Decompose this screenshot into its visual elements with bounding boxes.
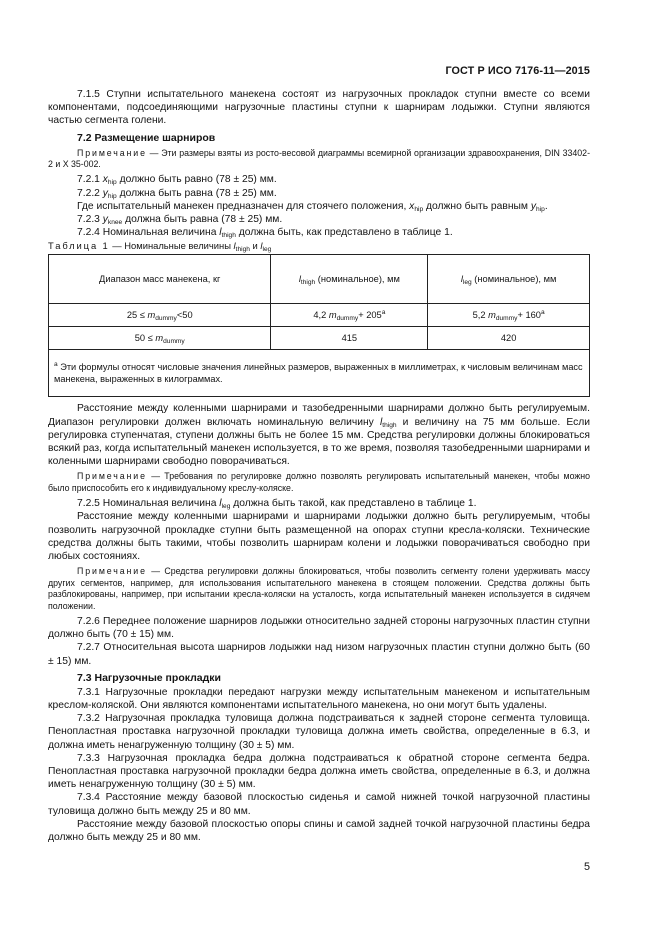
subscript: hip bbox=[107, 179, 117, 187]
variable: y bbox=[102, 214, 108, 226]
paragraph-7-1-5: 7.1.5 Ступни испытательного манекена состоят из нагрузочных прокладок ступни вместе со всеми компонентами, подсоединяющими нагрузочные пластины ступни к шарнирам лодыжки. Ступни являются частью сегмента голени. bbox=[48, 89, 590, 127]
table-header-cell bbox=[49, 255, 271, 304]
caption-label: Таблица 1 bbox=[48, 240, 110, 252]
footnote-marker: a bbox=[540, 309, 545, 317]
paragraph-7-3-3: 7.3.3 Нагрузочная прокладка бедра должна подстраиваться к обратной стороне сегмента бедра. Пенопластная проставка нагрузочной прокладки бедра должна иметь свойства, определенные в 6.3, и должна иметь ненагруженную толщину (30 ± 5) мм. bbox=[48, 752, 590, 791]
table-cell bbox=[49, 327, 271, 350]
variable: m bbox=[328, 310, 337, 321]
clause-text: и величину на 75 мм больше. Если регулировка ступенчатая, ступени должны быть не более 15 мм. Средства регулировки должны блокироваться всякий раз, когда испытательный манекен используется, в то же время, позволяя тазобедренными шарнирами и коленными шарнирами свободно поворачиваться. bbox=[48, 416, 590, 468]
variable: x bbox=[409, 200, 415, 212]
subscript: thigh bbox=[221, 232, 236, 240]
clause-text: должна быть такой, как представлено в таблице 1. bbox=[230, 498, 477, 510]
variable: x bbox=[102, 174, 108, 186]
caption-text: и bbox=[249, 240, 261, 252]
variable: m bbox=[147, 310, 156, 321]
paragraph-7-2-2 bbox=[48, 187, 590, 200]
paragraph-7-2-1 bbox=[48, 173, 590, 186]
document-body bbox=[48, 88, 590, 844]
header-text: (номинальное), мм bbox=[471, 274, 557, 285]
cell-text: + 205 bbox=[358, 310, 382, 321]
clause-number: 7.2.3 bbox=[77, 214, 103, 226]
table-row bbox=[49, 304, 590, 327]
variable: l bbox=[260, 240, 263, 252]
section-heading-7-3: 7.3 Нагрузочные прокладки bbox=[77, 671, 221, 684]
note-3 bbox=[48, 566, 590, 612]
clause-text: должна быть равна (78 ± 25) мм. bbox=[116, 187, 277, 199]
table-row bbox=[49, 327, 590, 350]
subscript: leg bbox=[262, 246, 272, 254]
variable: l bbox=[219, 498, 222, 510]
variable: l bbox=[298, 274, 301, 285]
clause-text: должна быть, как представлено в таблице 1. bbox=[235, 227, 453, 239]
paragraph-standing-position bbox=[48, 200, 590, 213]
cell-text: 4,2 bbox=[313, 310, 329, 321]
note-3-text: — Средства регулировки должны блокироваться, чтобы позволить сегменту голени удерживать массу других сегментов, например, для использования испытательного манекена в стоящем положении. Средства должны быть разблокированы, например, при испытании кресла-коляски на усталость, когда испытательный манекен используется в сидячем положении. bbox=[48, 566, 590, 611]
table-footnote-row bbox=[49, 350, 590, 397]
variable: y bbox=[530, 200, 537, 212]
subscript: dummy bbox=[163, 338, 185, 346]
subscript: thigh bbox=[235, 246, 250, 254]
cell-text: 50 ≤ bbox=[134, 333, 156, 344]
subscript: dummy bbox=[155, 315, 177, 323]
document-header: ГОСТ Р ИСО 7176-11—2015 bbox=[445, 65, 590, 77]
paragraph-adjustment bbox=[48, 402, 590, 468]
header-text: Диапазон масс манекена, кг bbox=[99, 274, 221, 285]
subscript: leg bbox=[462, 279, 472, 287]
subscript: hip bbox=[536, 205, 545, 213]
page-number: 5 bbox=[583, 861, 590, 873]
subscript: knee bbox=[107, 219, 123, 227]
variable: m bbox=[488, 310, 496, 321]
footnote-text: Эти формулы относят числовые значения линейных размеров, выраженных в миллиметрах, к числовым величинам масс манекена, выраженных в килограммах. bbox=[54, 362, 583, 385]
cell-text: <50 bbox=[176, 310, 193, 321]
paragraph-7-3-1: 7.3.1 Нагрузочные прокладки передают нагрузки между испытательным манекеном и испытательным креслом-коляской. Они являются компонентами испытательного манекена, но они могут быть удалены. bbox=[48, 686, 590, 711]
subscript: thigh bbox=[382, 421, 397, 429]
cell-text: 5,2 bbox=[472, 310, 489, 321]
paragraph-7-2-5 bbox=[48, 497, 590, 510]
table-cell bbox=[271, 304, 428, 327]
table-cell: 415 bbox=[271, 327, 428, 350]
note-2-text: — Требования по регулировке должно позволять регулировать испытательный манекен, чтобы можно было приспособить его к индивидуальному креслу-коляске. bbox=[48, 471, 590, 493]
variable: m bbox=[155, 333, 164, 344]
subscript: leg bbox=[221, 503, 231, 511]
subscript: dummy bbox=[495, 315, 518, 323]
paragraph-7-2-6: 7.2.6 Переднее положение шарниров лодыжки относительно задней стороны нагрузочных пластин ступни должно быть (70 ± 15) мм. bbox=[48, 615, 590, 641]
variable: y bbox=[102, 187, 108, 199]
note-1-text: — Эти размеры взяты из росто-весовой диаграммы всемирной организации здравоохранения, DIN 33402-2 и X 35-002. bbox=[48, 147, 590, 170]
subscript: dummy bbox=[336, 315, 359, 323]
subscript: hip bbox=[414, 205, 424, 213]
table-cell bbox=[428, 304, 590, 327]
footnote-marker: a bbox=[54, 361, 58, 369]
paragraph-7-3-2: 7.3.2 Нагрузочная прокладка туловища должна подстраиваться к задней стороне сегмента туловища. Пенопластная проставка нагрузочной прокладки туловища должна иметь свойства, определенные в 6.3, и должна иметь ненагруженную толщину (30 ± 5) мм. bbox=[48, 713, 590, 751]
note-label: Примечание bbox=[77, 147, 147, 158]
table-1-caption bbox=[48, 240, 590, 252]
paragraph-7-3-4: 7.3.4 Расстояние между базовой плоскостью сиденья и самой нижней точкой нагрузочной пластины туловища должно быть между 25 и 80 мм. bbox=[48, 792, 590, 817]
clause-text: должно быть равным bbox=[423, 200, 531, 212]
variable: l bbox=[233, 240, 236, 252]
cell-text: 25 ≤ bbox=[126, 310, 148, 321]
clause-text: 7.2.5 Номинальная величина bbox=[77, 498, 220, 510]
table-header-row bbox=[49, 255, 590, 304]
cell-text: + 160 bbox=[517, 310, 541, 321]
clause-text: . bbox=[544, 200, 548, 212]
subscript: thigh bbox=[300, 279, 316, 287]
paragraph-back-plate: Расстояние между базовой плоскостью опоры спины и самой задней точкой нагрузочной пластины бедра должно быть между 25 и 80 мм. bbox=[48, 818, 590, 843]
clause-text: Расстояние между коленными шарнирами и тазобедренными шарнирами должно быть регулируемым. Диапазон регулировки должен включать номинальную величину bbox=[48, 403, 590, 428]
note-label: Примечание bbox=[77, 471, 147, 482]
table-header-cell bbox=[428, 255, 590, 304]
variable: l bbox=[379, 416, 383, 428]
clause-text: должно быть равно (78 ± 25) мм. bbox=[116, 174, 277, 186]
variable: l bbox=[460, 274, 463, 285]
clause-number: 7.2.1 bbox=[77, 174, 103, 186]
table-footnote bbox=[49, 350, 590, 397]
paragraph-7-2-4 bbox=[48, 226, 590, 239]
table-header-cell bbox=[271, 255, 428, 304]
table-1 bbox=[48, 254, 590, 397]
note-label: Примечание bbox=[77, 566, 147, 577]
paragraph-7-2-7: 7.2.7 Относительная высота шарниров лодыжки над низом нагрузочных пластин ступни должно быть (60 ± 15) мм. bbox=[48, 642, 590, 667]
table-cell bbox=[49, 304, 271, 327]
table-cell: 420 bbox=[428, 327, 590, 350]
clause-text: 7.2.4 Номинальная величина bbox=[77, 227, 220, 239]
note-1 bbox=[48, 148, 590, 171]
footnote-marker: a bbox=[381, 309, 386, 317]
subscript: hip bbox=[107, 192, 117, 200]
note-2 bbox=[48, 471, 590, 494]
paragraph-leg-adjustment: Расстояние между коленными шарнирами и шарнирами лодыжки должно быть регулируемым, чтобы позволить нагрузочной прокладке ступни быть размещенной на опорах ступни кресла-коляски. Технические средства должны быть такими, чтобы позволить шарнирам колени и лодыжки поворачиваться свободно при любых состояниях. bbox=[48, 511, 590, 563]
variable: l bbox=[219, 227, 222, 239]
section-heading-7-2: 7.2 Размещение шарниров bbox=[77, 131, 216, 144]
header-text: (номинальное), мм bbox=[315, 274, 400, 285]
paragraph-7-2-3 bbox=[48, 213, 590, 226]
clause-number: 7.2.2 bbox=[77, 187, 103, 199]
caption-text: — Номинальные величины bbox=[109, 240, 234, 252]
clause-text: должна быть равна (78 ± 25) мм. bbox=[122, 214, 283, 226]
clause-text: Где испытательный манекен предназначен для стоячего положения, bbox=[77, 200, 410, 212]
